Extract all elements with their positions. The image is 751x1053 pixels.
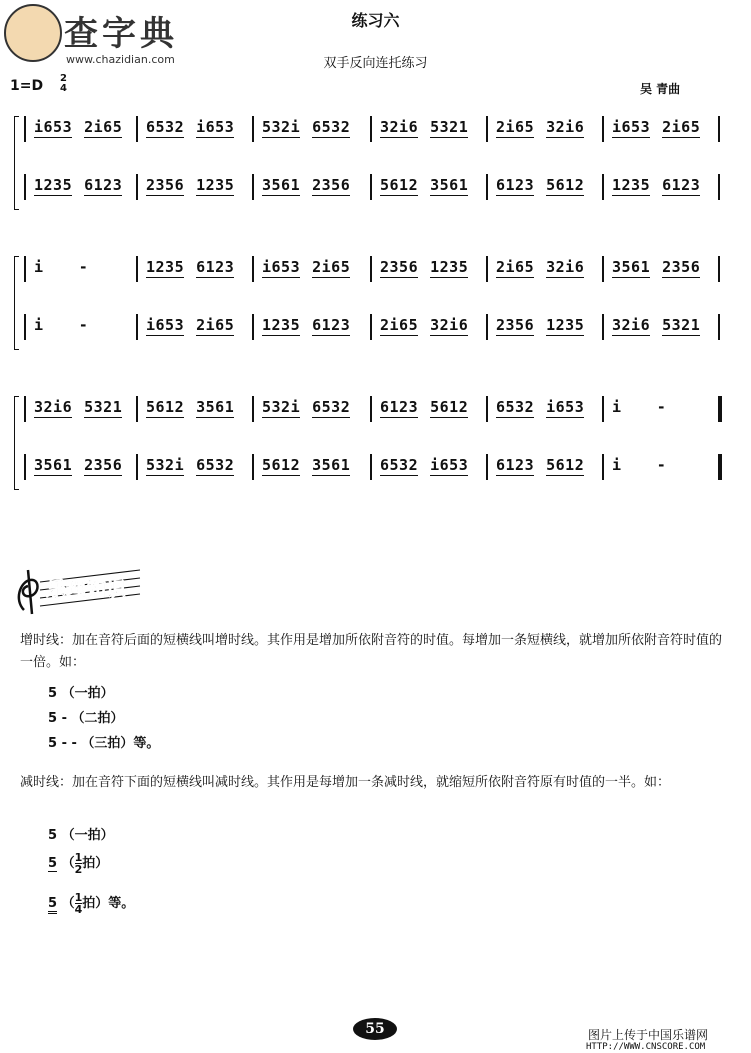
- note-group: 532i: [146, 456, 185, 474]
- barline: [486, 116, 488, 142]
- measure: [262, 176, 350, 194]
- note-group: 1235: [196, 176, 235, 194]
- measure: [146, 398, 234, 416]
- note-group: i653: [262, 258, 301, 276]
- barline: [602, 314, 604, 340]
- note-group: 6532: [380, 456, 419, 474]
- note-group: 6123: [380, 398, 419, 416]
- note-group: 3561: [612, 258, 651, 276]
- note-group: 2i65: [380, 316, 419, 334]
- extension-example-1: [48, 682, 114, 701]
- example-text: 拍）: [82, 856, 109, 871]
- measure: [262, 456, 350, 474]
- reduction-example-1: [48, 824, 114, 843]
- note-group: 532i: [262, 118, 301, 136]
- extension-line-paragraph: 增时线：加在音符后面的短横线叫增时线。其作用是增加所依附音符的时值。每增加一条短横线，就增加所依附音符时值的一倍。如：: [20, 633, 723, 670]
- barline: [252, 174, 254, 200]
- barline: [718, 454, 722, 480]
- measure: [612, 118, 700, 136]
- example-text: （二拍）: [71, 711, 124, 726]
- measure: [146, 456, 234, 474]
- fraction-num: 1: [74, 891, 83, 904]
- score-system: [14, 252, 730, 348]
- note-group: 2i65: [662, 118, 701, 136]
- example-note: 5: [48, 856, 58, 871]
- barline: [252, 454, 254, 480]
- note-group: 1235: [612, 176, 651, 194]
- system-bracket: [14, 256, 19, 350]
- measure: [612, 398, 690, 416]
- note-group: i653: [612, 118, 651, 136]
- meter-top: 2: [60, 73, 67, 84]
- score-system: [14, 112, 730, 208]
- barline: [486, 454, 488, 480]
- system-bracket: [14, 396, 19, 490]
- measure: [34, 398, 122, 416]
- note-group: 5612: [380, 176, 419, 194]
- barline: [718, 314, 720, 340]
- measure: [34, 316, 112, 334]
- note-group: 5612: [546, 456, 585, 474]
- measure: [496, 316, 584, 334]
- barline: [24, 454, 26, 480]
- page-number: 55: [353, 1018, 397, 1040]
- note-group: 2i65: [84, 118, 123, 136]
- note-group: 32i6: [380, 118, 419, 136]
- page-subtitle: 双手反向连托练习: [323, 56, 428, 71]
- page-title: 练习六: [351, 11, 400, 30]
- reduction-example-2: [48, 852, 108, 875]
- measure: [34, 456, 122, 474]
- barline: [718, 174, 720, 200]
- example-open: （: [61, 896, 75, 911]
- barline: [252, 314, 254, 340]
- note-group: i: [34, 258, 44, 276]
- barline: [136, 396, 138, 422]
- time-signature: [60, 74, 67, 94]
- barline: [136, 256, 138, 282]
- extension-example-3: [48, 732, 159, 751]
- measure: [262, 398, 350, 416]
- upper-staff: [24, 252, 730, 288]
- note-group: 5321: [662, 316, 701, 334]
- note-group: i653: [430, 456, 469, 474]
- note-group: 32i6: [612, 316, 651, 334]
- measure: [34, 176, 122, 194]
- barline: [252, 396, 254, 422]
- barline: [370, 454, 372, 480]
- note-group: 1235: [262, 316, 301, 334]
- example-text: （一拍）: [61, 828, 114, 843]
- barline: [370, 256, 372, 282]
- barline: [136, 454, 138, 480]
- note-group: 32i6: [546, 118, 585, 136]
- barline: [24, 314, 26, 340]
- barline: [136, 174, 138, 200]
- barline: [24, 116, 26, 142]
- measure: [496, 176, 584, 194]
- measure: [34, 118, 122, 136]
- note-group: 3561: [34, 456, 73, 474]
- note-group: 2i65: [312, 258, 351, 276]
- barline: [370, 396, 372, 422]
- note-group: 3561: [262, 176, 301, 194]
- note-group: 6123: [196, 258, 235, 276]
- measure: [612, 316, 700, 334]
- lower-staff: [24, 450, 730, 486]
- extension-example-2: [48, 707, 124, 726]
- measure: [380, 398, 468, 416]
- logo-url: www.chazidian.com: [66, 53, 175, 66]
- note-group: 6532: [496, 398, 535, 416]
- site-note: HTTP://WWW.CNSCORE.COM: [586, 1042, 706, 1052]
- note-group: 1235: [34, 176, 73, 194]
- note-group: 5612: [262, 456, 301, 474]
- note-group: 5321: [430, 118, 469, 136]
- barline: [718, 256, 720, 282]
- measure: [496, 118, 584, 136]
- logo-title: 查字典: [64, 14, 178, 54]
- barline: [370, 314, 372, 340]
- note-group: i653: [546, 398, 585, 416]
- measure: [146, 176, 234, 194]
- note-group: 6123: [496, 176, 535, 194]
- measure: [380, 456, 468, 474]
- measure: [612, 258, 700, 276]
- note-group: 6532: [196, 456, 235, 474]
- upper-staff: [24, 392, 730, 428]
- note-group: i653: [146, 316, 185, 334]
- note-group: 2356: [146, 176, 185, 194]
- note-group: 2356: [496, 316, 535, 334]
- example-open: （: [61, 856, 75, 871]
- measure: [380, 176, 468, 194]
- treble-clef-icon: [19, 570, 38, 614]
- note-group: 32i6: [546, 258, 585, 276]
- note-group: i653: [34, 118, 73, 136]
- note-group: 3561: [430, 176, 469, 194]
- measure: [262, 258, 350, 276]
- barline: [718, 396, 722, 422]
- measure: [380, 258, 468, 276]
- note-group: 6532: [312, 118, 351, 136]
- note-group: 1235: [146, 258, 185, 276]
- barline: [24, 256, 26, 282]
- note-group: 2i65: [496, 258, 535, 276]
- note-group: -: [656, 456, 667, 474]
- note-group: 2356: [662, 258, 701, 276]
- note-group: 6123: [662, 176, 701, 194]
- example-note: 5: [48, 828, 58, 843]
- note-group: 1235: [546, 316, 585, 334]
- measure: [146, 118, 234, 136]
- barline: [602, 454, 604, 480]
- note-group: 2356: [312, 176, 351, 194]
- fraction-den: 2: [74, 863, 83, 876]
- lower-staff: [24, 170, 730, 206]
- example-note: 5: [48, 686, 58, 701]
- example-note: 5 - -: [48, 736, 77, 751]
- note-group: 32i6: [430, 316, 469, 334]
- note-group: i: [612, 456, 622, 474]
- barline: [486, 174, 488, 200]
- note-group: 2356: [380, 258, 419, 276]
- note-group: 5321: [84, 398, 123, 416]
- barline: [486, 314, 488, 340]
- barline: [136, 314, 138, 340]
- note-group: -: [78, 316, 89, 334]
- measure: [262, 118, 350, 136]
- note-group: 2i65: [496, 118, 535, 136]
- example-text: （三拍）等。: [81, 736, 160, 751]
- note-group: i: [34, 316, 44, 334]
- note-group: 6123: [84, 176, 123, 194]
- fraction-den: 4: [74, 903, 83, 916]
- reduction-example-3: [48, 892, 134, 915]
- measure: [146, 316, 234, 334]
- note-group: 3561: [312, 456, 351, 474]
- note-group: 532i: [262, 398, 301, 416]
- note-group: 32i6: [34, 398, 73, 416]
- note-group: 5612: [146, 398, 185, 416]
- note-group: 6123: [312, 316, 351, 334]
- barline: [370, 174, 372, 200]
- barline: [136, 116, 138, 142]
- lower-staff: [24, 310, 730, 346]
- example-note: 5 -: [48, 711, 67, 726]
- barline: [252, 116, 254, 142]
- composer-credit: 吴 青曲: [640, 82, 681, 96]
- system-bracket: [14, 116, 19, 210]
- measure: [34, 258, 112, 276]
- note-group: 6123: [496, 456, 535, 474]
- theory-badge-text: 乐理知识: [46, 577, 126, 601]
- example-text: （一拍）: [61, 686, 114, 701]
- note-group: i653: [196, 118, 235, 136]
- note-group: 5612: [546, 176, 585, 194]
- barline: [24, 174, 26, 200]
- barline: [370, 116, 372, 142]
- note-group: 6532: [312, 398, 351, 416]
- barline: [602, 116, 604, 142]
- measure: [496, 258, 584, 276]
- measure: [496, 398, 584, 416]
- example-note: 5: [48, 896, 57, 914]
- note-group: 1235: [430, 258, 469, 276]
- barline: [602, 256, 604, 282]
- measure: [380, 316, 468, 334]
- barline: [602, 396, 604, 422]
- note-group: 2356: [84, 456, 123, 474]
- score-system: [14, 392, 730, 488]
- barline: [252, 256, 254, 282]
- note-group: -: [656, 398, 667, 416]
- barline: [718, 116, 720, 142]
- measure: [496, 456, 584, 474]
- note-group: 3561: [196, 398, 235, 416]
- reduction-line-paragraph: 减时线：加在音符下面的短横线叫减时线。其作用是每增加一条减时线，就缩短所依附音符原有时值的一半。如：: [20, 775, 671, 790]
- measure: [380, 118, 468, 136]
- note-group: 2i65: [196, 316, 235, 334]
- barline: [486, 256, 488, 282]
- measure: [262, 316, 350, 334]
- key-signature: 1=D: [10, 78, 44, 94]
- example-text: 拍）等。: [82, 896, 135, 911]
- measure: [146, 258, 234, 276]
- barline: [24, 396, 26, 422]
- note-group: -: [78, 258, 89, 276]
- note-group: 6532: [146, 118, 185, 136]
- upload-note: 图片上传于中国乐谱网: [588, 1028, 709, 1042]
- theory-badge: [10, 560, 150, 616]
- measure: [612, 176, 700, 194]
- barline: [486, 396, 488, 422]
- meter-bottom: 4: [60, 83, 67, 94]
- barline: [602, 174, 604, 200]
- fraction-num: 1: [74, 851, 83, 864]
- measure: [612, 456, 690, 474]
- note-group: 5612: [430, 398, 469, 416]
- note-group: i: [612, 398, 622, 416]
- upper-staff: [24, 112, 730, 148]
